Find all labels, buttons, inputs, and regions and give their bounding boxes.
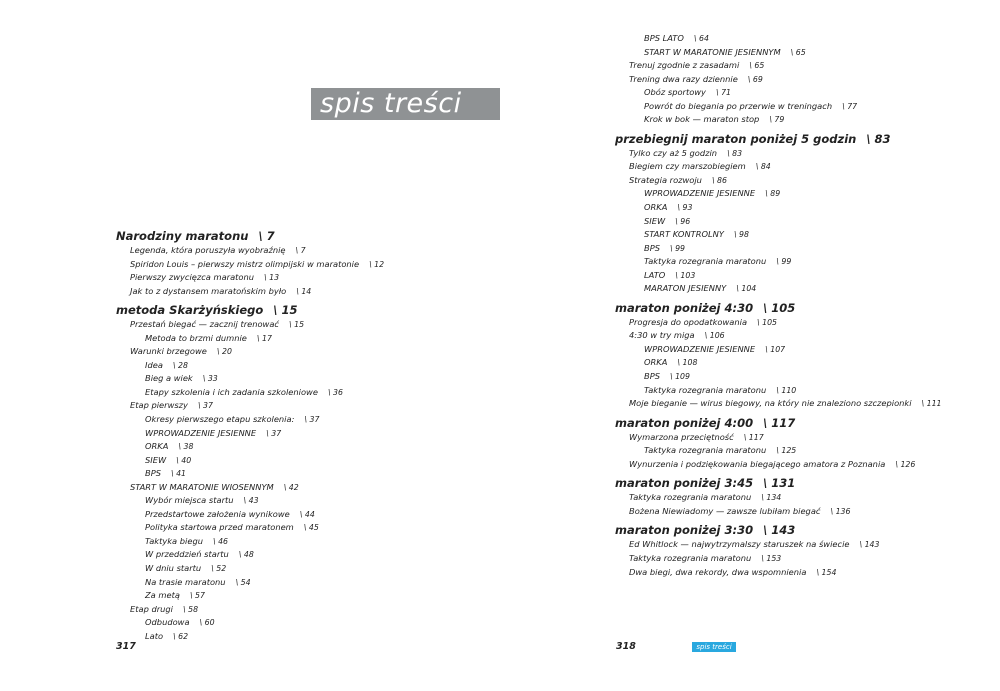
toc-page-number: \ 105 (757, 317, 778, 327)
toc-entry-title: Przestań biegać — zacznij trenować (130, 319, 279, 330)
toc-page-number: \ 96 (675, 216, 691, 226)
toc-page-number: \ 79 (769, 115, 785, 125)
toc-entry (615, 201, 942, 215)
toc-entry (615, 160, 942, 174)
toc-entry-title: Ed Whitlock — najwytrzymalszy staruszek na świecie (629, 539, 850, 550)
toc-entry-title: Warunki brzegowe (130, 346, 207, 357)
page-number-left: 317 (116, 641, 136, 652)
toc-entry (615, 86, 942, 100)
toc-entry (615, 552, 942, 566)
toc-entry (615, 431, 942, 445)
toc-entry-title: Dwa biegi, dwa rekordy, dwa wspomnienia (629, 566, 807, 577)
toc-entry-title: Lato (145, 630, 164, 641)
toc-entry (615, 174, 942, 188)
toc-page-number: \ 60 (199, 618, 215, 628)
toc-entry (116, 616, 384, 630)
toc-entry-title: Biegiem czy marszobiegiem (629, 161, 746, 172)
toc-entry (116, 413, 384, 427)
toc-entry (116, 399, 384, 413)
toc-page-number: \ 28 (172, 360, 188, 370)
toc-page-number: \ 83 (866, 131, 891, 146)
toc-entry (615, 397, 942, 411)
toc-entry-title: Krok w bok — maraton stop (644, 114, 760, 125)
toc-page-number: \ 89 (765, 189, 781, 199)
toc-page-number: \ 83 (727, 148, 743, 158)
right-page (500, 0, 1000, 691)
toc-section-heading (615, 477, 942, 490)
toc-entry-title: BPS (145, 468, 161, 479)
toc-entry-title: Tylko czy aż 5 godzin (629, 147, 718, 158)
toc-page-number: \ 64 (693, 34, 709, 43)
toc-page-number: \ 153 (761, 553, 782, 563)
toc-page-number: \ 57 (189, 591, 205, 601)
toc-page-number: \ 105 (763, 300, 796, 315)
toc-entry (615, 316, 942, 330)
toc-entry-title: Taktyka rozegrania maratonu (644, 256, 767, 267)
page-number-right: 318 (616, 641, 636, 652)
toc-entry-title: Obóz sportowy (644, 87, 706, 98)
toc-entry-title: Odbudowa (145, 617, 190, 628)
toc-page-number: \ 99 (669, 243, 685, 253)
toc-page-number: \ 33 (202, 374, 218, 384)
toc-page-number: \ 136 (830, 506, 851, 516)
toc-section-heading (116, 304, 384, 317)
toc-entry-title: Narodziny maratonu (116, 229, 249, 243)
toc-entry (116, 576, 384, 590)
toc-page-number: \ 45 (303, 523, 319, 533)
toc-entry-title: Taktyka rozegrania maratonu (644, 445, 767, 456)
toc-entry-title: Progresja do opodatkowania (629, 316, 748, 327)
toc-page-number: \ 13 (264, 273, 280, 283)
toc-entry (116, 535, 384, 549)
toc-entry (116, 332, 384, 346)
toc-page-number: \ 40 (176, 455, 192, 465)
toc-entry (615, 59, 942, 73)
toc-page-number: \ 69 (747, 74, 763, 84)
toc-page-number: \ 62 (173, 631, 189, 641)
toc-entry (615, 384, 942, 398)
toc-entry-title: Idea (145, 359, 163, 370)
toc-entry-title: Za metą (145, 590, 180, 601)
toc-entry (615, 566, 942, 580)
toc-entry-title: W przeddzień startu (145, 549, 229, 560)
toc-entry (116, 508, 384, 522)
toc-page-number: \ 103 (675, 270, 696, 280)
toc-entry (615, 370, 942, 384)
toc-entry-title: SIEW (644, 215, 666, 226)
toc-page-number: \ 15 (273, 303, 298, 318)
toc-entry (615, 46, 942, 60)
toc-entry (615, 100, 942, 114)
toc-page-number: \ 107 (765, 344, 786, 354)
toc-entry-title: BPS (644, 371, 660, 382)
toc-page-number: \ 12 (369, 259, 385, 269)
toc-entry (116, 481, 384, 495)
toc-entry-title: BPS (644, 242, 660, 253)
toc-entry (615, 444, 942, 458)
toc-entry-title: W dniu startu (145, 563, 202, 574)
toc-page-number: \ 77 (842, 101, 858, 111)
page-title: spis treści (311, 88, 500, 120)
toc-page-number: \ 110 (776, 385, 797, 395)
toc-page-number: \ 17 (256, 333, 272, 343)
toc-entry-title: Wymarzona przeciętność (629, 431, 734, 442)
toc-entry-title: Na trasie maratonu (145, 576, 226, 587)
toc-entry-title: Moje bieganie — wirus biegowy, na który nie znaleziono szczepionki (629, 398, 912, 409)
toc-page-number: \ 52 (211, 564, 227, 574)
toc-page-number: \ 37 (304, 415, 320, 425)
toc-entry-title: Wynurzenia i podziękowania biegającego amatora z Poznania (629, 458, 886, 469)
toc-entry (116, 345, 384, 359)
toc-page-number: \ 154 (816, 567, 837, 577)
toc-right-column (615, 32, 942, 579)
toc-entry (116, 427, 384, 441)
toc-entry (615, 147, 942, 161)
toc-entry (116, 440, 384, 454)
toc-section-heading (615, 302, 942, 315)
toc-page-number: \ 43 (243, 496, 259, 506)
toc-page-number: \ 54 (235, 577, 251, 587)
toc-entry (116, 548, 384, 562)
toc-entry (116, 386, 384, 400)
toc-section-heading (615, 417, 942, 430)
toc-entry-title: START W MARATONIE WIOSENNYM (130, 481, 274, 492)
toc-entry (116, 454, 384, 468)
toc-section-heading (116, 230, 384, 243)
toc-entry (615, 242, 942, 256)
toc-entry-title: Taktyka rozegrania maratonu (629, 492, 752, 503)
toc-page-number: \ 99 (776, 257, 792, 267)
toc-entry-title: Metoda to brzmi dumnie (145, 332, 247, 343)
toc-page-number: \ 134 (761, 493, 782, 503)
toc-page-number: \ 98 (733, 230, 749, 240)
toc-entry-title: MARATON JESIENNY (644, 283, 727, 294)
toc-page-number: \ 65 (790, 47, 806, 57)
toc-page-number: \ 37 (197, 401, 213, 411)
running-head-tag: spis treści (692, 642, 736, 652)
toc-page-number: \ 117 (743, 432, 764, 442)
toc-entry-title: ORKA (644, 357, 668, 368)
toc-page-number: \ 109 (669, 372, 690, 382)
toc-entry (116, 521, 384, 535)
toc-entry (116, 271, 384, 285)
toc-entry-title: BPS LATO (644, 33, 684, 43)
toc-entry (615, 255, 942, 269)
toc-entry-title: Taktyka rozegrania maratonu (629, 552, 752, 563)
toc-entry (615, 538, 942, 552)
toc-entry (615, 505, 942, 519)
toc-entry (615, 73, 942, 87)
toc-entry-title: ORKA (644, 202, 668, 213)
toc-entry (615, 282, 942, 296)
toc-entry (615, 356, 942, 370)
toc-entry (615, 269, 942, 283)
toc-entry (615, 32, 942, 46)
toc-entry-title: Bożena Niewiadomy — zawsze lubiłam biegać (629, 505, 821, 516)
toc-page-number: \ 44 (299, 509, 315, 519)
toc-entry-title: Okresy pierwszego etapu szkolenia: (145, 414, 295, 425)
toc-entry-title: maraton poniżej 4:00 (615, 415, 754, 430)
toc-entry (116, 603, 384, 617)
toc-entry (615, 187, 942, 201)
toc-entry (116, 258, 384, 272)
toc-page-number: \ 15 (289, 320, 305, 330)
toc-entry (615, 343, 942, 357)
toc-page-number: \ 48 (238, 550, 254, 560)
toc-page-number: \ 20 (216, 347, 232, 357)
toc-page-number: \ 65 (749, 61, 765, 71)
toc-page-number: \ 93 (677, 203, 693, 213)
toc-page-number: \ 131 (763, 476, 796, 491)
toc-entry-title: Bieg a wiek (145, 373, 193, 384)
toc-entry-title: Pierwszy zwycięzca maratonu (130, 272, 255, 283)
toc-page-number: \ 71 (715, 88, 731, 98)
toc-entry-title: metoda Skarżyńskiego (116, 303, 264, 318)
toc-entry-title: Etapy szkolenia i ich zadania szkoleniowe (145, 386, 318, 397)
toc-entry (615, 113, 942, 127)
toc-entry-title: Etap pierwszy (130, 400, 188, 411)
toc-entry (116, 467, 384, 481)
toc-entry (615, 329, 942, 343)
toc-page-number: \ 7 (258, 229, 275, 243)
toc-page-number: \ 7 (295, 246, 306, 255)
toc-entry (116, 244, 384, 258)
toc-page-number: \ 106 (704, 331, 725, 341)
toc-entry-title: WPROWADZENIE JESIENNE (145, 427, 257, 438)
toc-entry-title: LATO (644, 269, 666, 280)
toc-entry (116, 494, 384, 508)
toc-page-number: \ 36 (327, 387, 343, 397)
toc-entry (116, 285, 384, 299)
toc-entry-title: Przedstartowe założenia wynikowe (145, 508, 290, 519)
toc-entry-title: Trening dwa razy dziennie (629, 73, 738, 84)
toc-entry-title: Taktyka rozegrania maratonu (644, 384, 767, 395)
toc-entry (116, 589, 384, 603)
toc-entry-title: przebiegnij maraton poniżej 5 godzin (615, 131, 857, 146)
toc-entry-title: WPROWADZENIE JESIENNE (644, 188, 756, 199)
toc-entry-title: Powrót do biegania po przerwie w treningach (644, 100, 833, 111)
toc-page-number: \ 126 (895, 459, 916, 469)
toc-entry-title: SIEW (145, 454, 167, 465)
toc-page-number: \ 42 (283, 482, 299, 492)
toc-entry (615, 491, 942, 505)
toc-entry (615, 215, 942, 229)
toc-section-heading (615, 524, 942, 537)
toc-entry-title: Polityka startowa przed maratonem (145, 522, 294, 533)
toc-entry (116, 372, 384, 386)
toc-entry (116, 318, 384, 332)
toc-entry-title: Trenuj zgodnie z zasadami (629, 60, 740, 71)
toc-page-number: \ 41 (170, 469, 186, 479)
toc-entry-title: Wybór miejsca startu (145, 495, 234, 506)
toc-entry-title: maraton poniżej 3:45 (615, 476, 754, 491)
toc-entry-title: Spiridon Louis – pierwszy mistrz olimpijski w maratonie (130, 258, 360, 269)
toc-entry-title: Jak to z dystansem maratońskim było (130, 285, 287, 296)
toc-page-number: \ 38 (178, 442, 194, 452)
toc-entry (615, 458, 942, 472)
toc-page-number: \ 108 (677, 358, 698, 368)
toc-page-number: \ 143 (859, 540, 880, 550)
toc-entry-title: 4:30 w try miga (629, 330, 695, 341)
toc-entry-title: Etap drugi (130, 603, 173, 614)
toc-page-number: \ 111 (921, 399, 942, 409)
toc-entry-title: maraton poniżej 4:30 (615, 300, 754, 315)
toc-left-column (116, 230, 384, 643)
toc-entry (116, 562, 384, 576)
toc-entry-title: maraton poniżej 3:30 (615, 523, 754, 538)
toc-entry-title: START KONTROLNY (644, 229, 724, 240)
toc-entry-title: Strategia rozwoju (629, 174, 702, 185)
toc-page-number: \ 143 (763, 523, 796, 538)
toc-page-number: \ 125 (776, 446, 797, 456)
toc-entry-title: START W MARATONIE JESIENNYM (644, 46, 781, 57)
toc-entry (615, 228, 942, 242)
toc-page-number: \ 86 (711, 175, 727, 185)
toc-entry-title: WPROWADZENIE JESIENNE (644, 343, 756, 354)
toc-page-number: \ 58 (183, 604, 199, 614)
toc-page-number: \ 104 (736, 284, 757, 294)
toc-page-number: \ 46 (212, 536, 229, 546)
toc-section-heading (615, 133, 942, 146)
toc-entry-title: ORKA (145, 441, 169, 452)
toc-page-number: \ 84 (755, 162, 771, 172)
toc-entry-title: Taktyka biegu (145, 535, 203, 546)
toc-entry (116, 630, 384, 644)
toc-page-number: \ 37 (266, 428, 282, 438)
toc-page-number: \ 14 (296, 286, 312, 296)
toc-entry-title: Legenda, która poruszyła wyobraźnię (130, 245, 286, 255)
toc-page-number: \ 117 (763, 415, 796, 430)
toc-entry (116, 359, 384, 373)
